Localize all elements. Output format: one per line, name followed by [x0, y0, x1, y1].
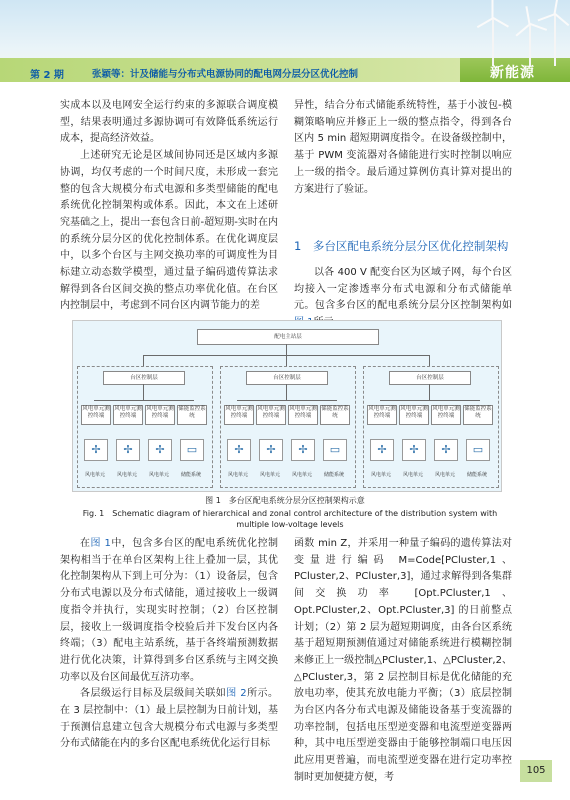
right-column-top: [294, 98, 512, 198]
storage-monitor-box: 储能监控系统: [320, 405, 350, 425]
paragraph: 函数 min Z，并采用一种量子编码的遗传算法对变量进行编码 M=Code[PCluster,1、PCluster,2、PCluster,3]，通过求解得到各集群间交换功率 [Opt.PCluster,1、Opt.PCluster,2、Opt.PCluster,3] 的日前整点计划；（2）第 2 层为超短期调度，由各台区系统基于超短期预测值通过对储能系统进行模糊控制来修正上一级控制△PCluster,1、△PCluster,2、△PCluster,3，第 2 层控制目标是优化储能的充放电功率，使其充放电能力平衡；（3）底层控制为台区内各分布式电源及储能设备基于变流器的功率控制，包括电压型逆变器和电流型逆变器两种，其中电压型逆变器由于能够控制端口电压因此应用更普遍，而电流型逆变器在进行定功率控制时更加便捷方便，考: [294, 538, 512, 783]
running-title: 张颖等：计及储能与分布式电源协同的配电网分层分区优化控制: [92, 69, 359, 80]
wind-turbine-icon: ✢: [227, 439, 251, 461]
terminal-box: 风电单元测控终端: [431, 405, 461, 425]
unit-label: 储能系统: [323, 472, 344, 478]
battery-icon: ▭: [466, 439, 490, 461]
figure-ref-link[interactable]: 图 2: [226, 688, 247, 700]
unit-label: 风电单元: [116, 472, 137, 478]
cluster-control-box-1: 台区控制层: [103, 371, 185, 385]
unit-label: 风电单元: [148, 472, 169, 478]
master-station-box: 配电主站层: [197, 329, 379, 345]
terminal-box: 风电单元测控终端: [81, 405, 111, 425]
unit-label: 储能系统: [180, 472, 201, 478]
terminal-box: 风电单元测控终端: [256, 405, 286, 425]
unit-label: 风电单元: [434, 472, 455, 478]
paragraph: 以各 400 V 配变台区为区域子网，每个台区均接入一定渗透率分布式电源和分布式储能单元。包含多台区的配电系统分层分区控制架构如: [294, 265, 512, 332]
issue-number: 第 2 期: [30, 70, 64, 81]
wind-turbine-icon: ✢: [116, 439, 140, 461]
cluster-control-box-2: 台区控制层: [246, 371, 328, 385]
terminal-box: 风电单元测控终端: [288, 405, 318, 425]
figure-ref-link[interactable]: 图 1: [90, 538, 111, 549]
journal-brand: 新能源: [490, 65, 535, 81]
unit-label: 储能系统: [466, 472, 487, 478]
unit-label: 风电单元: [227, 472, 248, 478]
wind-turbine-icon: ✢: [291, 439, 315, 461]
figure-caption-en: Fig. 1 Schematic diagram of hierarchical and zonal control architecture of the distribution system with multiple low-voltage levels: [82, 509, 498, 529]
unit-label: 风电单元: [402, 472, 423, 478]
terminal-box: 风电单元测控终端: [224, 405, 254, 425]
terminal-box: 风电单元测控终端: [367, 405, 397, 425]
paragraph: 异性，结合分布式储能系统特性，基于小波包-模糊策略响应并修正上一级的整点指令，得到各台区内 5 min 超短期调度指令。在设备级控制中，基于 PWM 变流器对各储能进行实时控制以响应上一级的指令。最后通过算例仿真计算对提出的方案进行了验证。: [294, 100, 512, 195]
right-column-bottom: [294, 536, 512, 787]
section-heading: 1 多台区配电系统分层分区优化控制架构: [294, 239, 509, 253]
wind-turbine-icon: ✢: [370, 439, 394, 461]
unit-label: 风电单元: [84, 472, 105, 478]
unit-label: 风电单元: [259, 472, 280, 478]
terminal-box: 风电单元测控终端: [113, 405, 143, 425]
unit-label: 风电单元: [291, 472, 312, 478]
paragraph: 实成本以及电网安全运行约束的多源联合调度模型，结果表明通过多源协调可有效降低系统运行成本，提高经济效益。: [60, 100, 278, 145]
page-number: 105: [520, 760, 552, 782]
left-column-top: [60, 98, 278, 315]
wind-turbine-icon: ✢: [434, 439, 458, 461]
cluster-control-box-3: 台区控制层: [389, 371, 471, 385]
paragraph: 上述研究无论是区域间协同还是区域内多源协调，均仅考虑的一个时间尺度，未形成一套完整的包含大规模分布式电源和多类型储能的配电系统优化控制架构或体系。因此，本文在上述研究基础之上，提出一套包含日前-超短期-实时在内的系统分层分区的优化控制体系。在优化调度层中，以多个台区与主网交换功率的可调度性为目标建立动态数学模型，通过量子编码遗传算法求解得到各台区间交换的整点功率优化值。在台区内控制层中，考虑到不同台区内调节能力的差: [60, 150, 278, 312]
architecture-figure: [72, 320, 502, 492]
storage-monitor-box: 储能监控系统: [463, 405, 493, 425]
terminal-box: 风电单元测控终端: [145, 405, 175, 425]
unit-label: 风电单元: [370, 472, 391, 478]
storage-monitor-box: 储能监控系统: [177, 405, 207, 425]
terminal-box: 风电单元测控终端: [399, 405, 429, 425]
wind-turbine-icon: ✢: [259, 439, 283, 461]
paragraph: 各层级运行目标及层级间关联如图 2所示。在 3 层控制中：（1）最上层控制为日前计划，基于预测信息建立包含大规模分布式电源与多类型分布式储能在内的多台区配电系统优化运行目标: [60, 688, 279, 750]
wind-turbine-icon: ✢: [148, 439, 172, 461]
battery-icon: ▭: [323, 439, 347, 461]
wind-turbine-icon: ✢: [402, 439, 426, 461]
battery-icon: ▭: [180, 439, 204, 461]
wind-turbine-icon: ✢: [84, 439, 108, 461]
figure-caption-cn: 图 1 多台区配电系统分层分区控制架构示意: [205, 496, 365, 505]
left-column-bottom: [60, 536, 278, 753]
paragraph: 在图 1中，包含多台区的配电系统优化控制架构相当于在单台区架构上往上叠加一层，其优化控制架构从下到上可分为：（1）设备层，包含分布式电源以及分布式储能，通过接收上一级调度指令并执行，实现实时控制；（2）台区控制层，接收上一级调度指令校验后并下发台区内各终端；（3）配电主站系统，基于各终端预测数据进行优化决策，计算得到多台区系统与主网交换功率以及台区间最优互济功率。: [60, 538, 279, 683]
